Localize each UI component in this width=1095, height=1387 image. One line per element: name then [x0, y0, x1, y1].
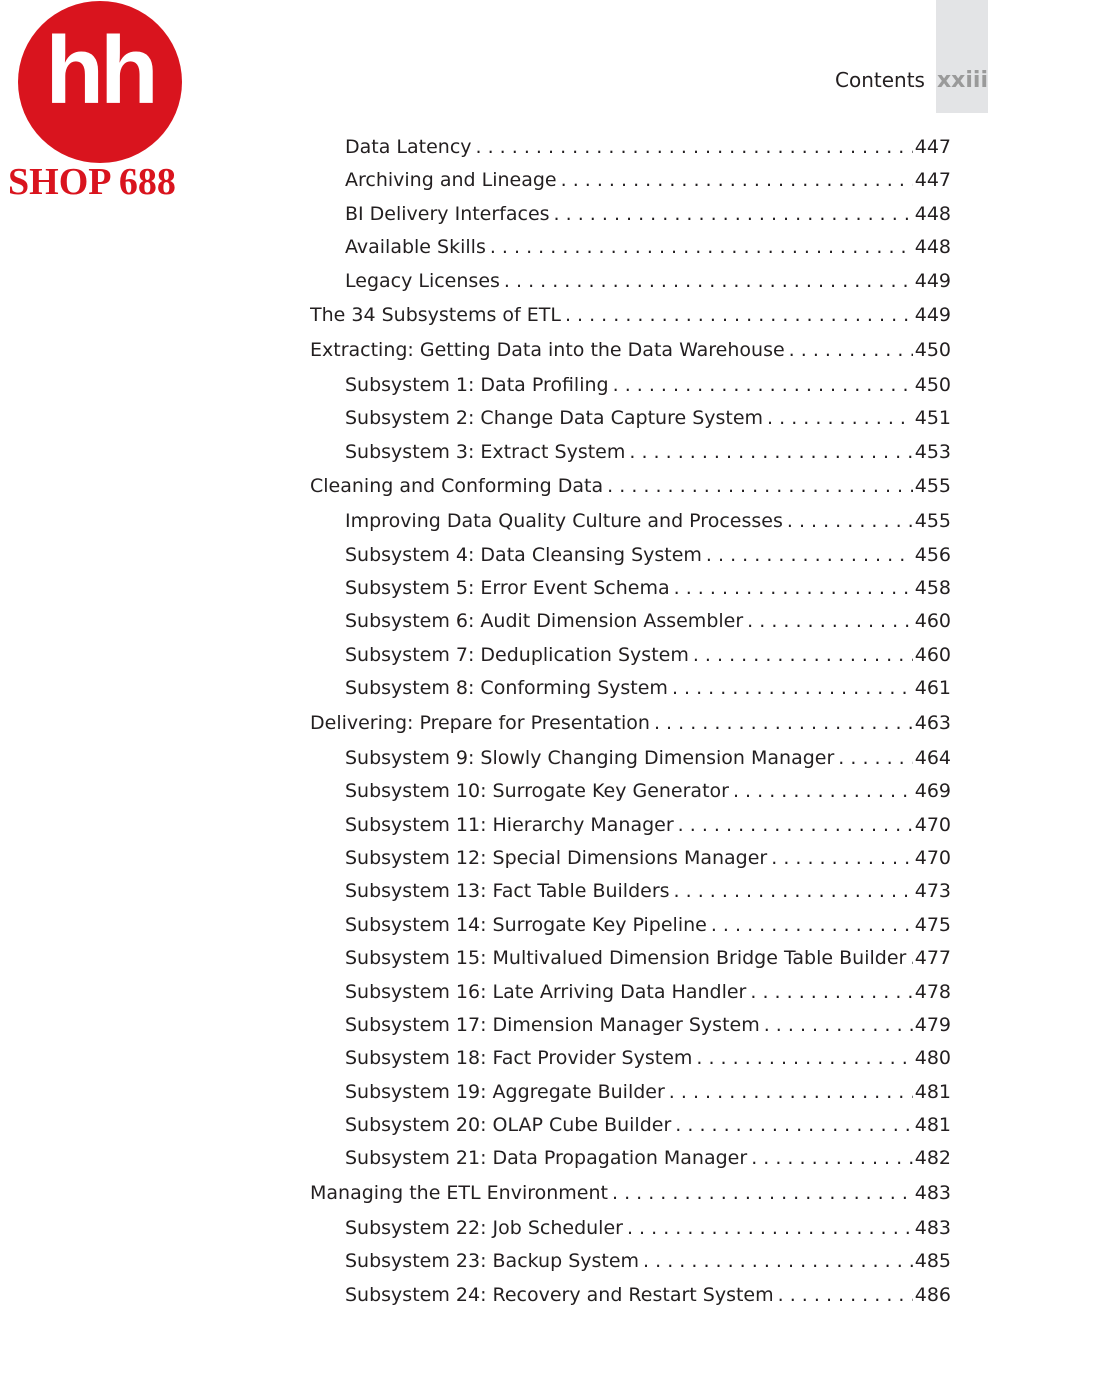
toc-entry[interactable] [310, 1009, 951, 1042]
page-tab [936, 0, 988, 113]
toc-entry[interactable] [310, 131, 951, 164]
dot-leader [733, 775, 913, 808]
toc-entry-page: 449 [914, 304, 951, 327]
toc-entry[interactable] [310, 334, 951, 367]
toc-entry-page: 486 [914, 1283, 951, 1306]
dot-leader [751, 1142, 913, 1175]
toc-entry-title: Available Skills [345, 236, 486, 259]
dot-leader [778, 1279, 913, 1312]
toc-entry[interactable] [310, 707, 951, 740]
toc-entry-page: 455 [914, 475, 951, 498]
toc-entry-title: Subsystem 4: Data Cleansing System [345, 543, 702, 566]
toc-entry-title: Subsystem 19: Aggregate Builder [345, 1080, 665, 1103]
dot-leader [613, 369, 913, 402]
toc-entry-title: Cleaning and Conforming Data [310, 475, 604, 498]
toc-entry-title: Subsystem 16: Late Arriving Data Handler [345, 980, 747, 1003]
toc-entry-title: Subsystem 14: Surrogate Key Pipeline [345, 913, 707, 936]
toc-entry-page: 458 [914, 577, 951, 600]
toc-entry-title: Subsystem 17: Dimension Manager System [345, 1013, 760, 1036]
dot-leader [711, 909, 913, 942]
toc-entry-title: Subsystem 18: Fact Provider System [345, 1047, 693, 1070]
toc-entry-page: 479 [914, 1013, 951, 1036]
shop-logo [18, 1, 182, 163]
toc-entry-title: Subsystem 2: Change Data Capture System [345, 407, 764, 430]
toc-entry-page: 473 [914, 880, 951, 903]
dot-leader [696, 1042, 912, 1075]
toc-entry[interactable] [310, 976, 951, 1009]
toc-entry-title: Subsystem 23: Backup System [345, 1250, 640, 1273]
toc-entry-title: Managing the ETL Environment [310, 1182, 608, 1205]
toc-entry[interactable] [310, 402, 951, 435]
toc-entry-page: 478 [914, 980, 951, 1003]
dot-leader [693, 639, 913, 672]
dot-leader [669, 1076, 913, 1109]
toc-entry-title: Data Latency [345, 136, 472, 158]
toc-entry-title: Delivering: Prepare for Presentation [310, 711, 650, 734]
toc-entry-title: Subsystem 3: Extract System [345, 440, 626, 463]
toc-entry[interactable] [310, 265, 951, 298]
toc-entry-page: 450 [914, 339, 951, 362]
dot-leader [565, 299, 913, 332]
dot-leader [764, 1009, 913, 1042]
toc-entry-page: 449 [914, 269, 951, 292]
toc-entry-page: 475 [914, 913, 951, 936]
toc-entry-title: BI Delivery Interfaces [345, 202, 550, 225]
toc-entry-page: 448 [914, 236, 951, 259]
toc-entry-page: 485 [914, 1250, 951, 1273]
toc-entry-title: Subsystem 20: OLAP Cube Builder [345, 1114, 672, 1137]
toc-entry-title: Legacy Licenses [345, 269, 500, 292]
toc-entry-title: Subsystem 11: Hierarchy Manager [345, 813, 674, 836]
toc-entry-page: 456 [914, 543, 951, 566]
toc-entry-title: Subsystem 7: Deduplication System [345, 643, 689, 666]
toc-entry[interactable] [310, 775, 951, 808]
toc-entry-page: 451 [914, 407, 951, 430]
dot-leader [674, 875, 913, 908]
dot-leader [747, 605, 913, 638]
dot-leader [654, 707, 913, 740]
toc-entry-title: Subsystem 21: Data Propagation Manager [345, 1147, 748, 1170]
toc-entry-page: 483 [914, 1217, 951, 1240]
running-header [835, 68, 988, 93]
toc-entry[interactable] [310, 164, 951, 197]
dot-leader [627, 1212, 913, 1245]
toc-entry[interactable] [310, 436, 951, 469]
toc-entry[interactable] [310, 1279, 951, 1312]
toc-entry-page: 477 [914, 947, 951, 970]
table-of-contents [310, 131, 951, 1312]
toc-entry[interactable] [310, 1109, 951, 1142]
toc-entry-page: 470 [914, 813, 951, 836]
toc-entry[interactable] [310, 742, 951, 775]
toc-entry-page: 469 [914, 780, 951, 803]
section-title: Contents [835, 68, 925, 92]
toc-entry[interactable] [310, 572, 951, 605]
dot-leader [674, 572, 913, 605]
dot-leader [767, 402, 913, 435]
toc-entry-page: 481 [914, 1080, 951, 1103]
toc-entry-title: The 34 Subsystems of ETL [310, 304, 561, 327]
dot-leader [629, 436, 912, 469]
dot-leader [771, 842, 913, 875]
toc-entry-title: Subsystem 13: Fact Table Builders [345, 880, 670, 903]
toc-entry[interactable] [310, 470, 951, 503]
dot-leader [476, 131, 913, 164]
toc-entry-title: Subsystem 15: Multivalued Dimension Bridge Table Builder [345, 947, 907, 970]
toc-entry-page: 482 [914, 1147, 951, 1170]
toc-entry-page: 460 [914, 610, 951, 633]
toc-entry[interactable] [310, 639, 951, 672]
toc-entry[interactable] [310, 505, 951, 538]
toc-entry-title: Subsystem 22: Job Scheduler [345, 1217, 623, 1240]
dot-leader [490, 231, 913, 264]
toc-entry[interactable] [310, 1042, 951, 1075]
toc-entry[interactable] [310, 1142, 951, 1175]
toc-entry-page: 470 [914, 846, 951, 869]
toc-entry[interactable] [310, 1076, 951, 1109]
toc-entry-title: Subsystem 1: Data Profiling [345, 373, 609, 396]
dot-leader [838, 742, 912, 775]
toc-entry[interactable] [310, 231, 951, 264]
toc-entry-title: Subsystem 24: Recovery and Restart System [345, 1283, 774, 1306]
toc-entry[interactable] [310, 605, 951, 638]
toc-entry-title: Subsystem 8: Conforming System [345, 677, 668, 700]
dot-leader [554, 198, 913, 231]
page-number: xxiii [936, 68, 988, 93]
dot-leader [612, 1177, 913, 1210]
toc-entry-title: Improving Data Quality Culture and Processes [345, 510, 783, 533]
toc-entry-page: 480 [914, 1047, 951, 1070]
dot-leader [504, 265, 913, 298]
toc-entry-title: Subsystem 10: Surrogate Key Generator [345, 780, 729, 803]
toc-entry-page: 481 [914, 1114, 951, 1137]
dot-leader [706, 539, 913, 572]
toc-entry-page: 460 [914, 643, 951, 666]
toc-entry[interactable] [310, 299, 951, 332]
toc-entry-title: Subsystem 9: Slowly Changing Dimension Manager [345, 746, 835, 769]
dot-leader [678, 809, 913, 842]
toc-entry-page: 453 [914, 440, 951, 463]
toc-entry-title: Archiving and Lineage [345, 169, 557, 192]
toc-entry-title: Subsystem 5: Error Event Schema [345, 577, 670, 600]
toc-entry[interactable] [310, 1212, 951, 1245]
dot-leader [789, 334, 913, 367]
dot-leader [675, 1109, 912, 1142]
logo-mark: hh [45, 17, 155, 124]
toc-entry[interactable] [310, 1177, 951, 1210]
toc-entry[interactable] [310, 875, 951, 908]
shop-logo-text: SHOP 688 [8, 161, 176, 203]
dot-leader [643, 1245, 913, 1278]
toc-entry-page: 463 [914, 711, 951, 734]
toc-entry-title: Extracting: Getting Data into the Data Warehouse [310, 339, 785, 362]
toc-entry-page: 447 [914, 136, 951, 158]
dot-leader [561, 164, 913, 197]
toc-entry[interactable] [310, 198, 951, 231]
toc-entry-page: 450 [914, 373, 951, 396]
toc-entry[interactable] [310, 809, 951, 842]
toc-entry-page: 483 [914, 1182, 951, 1205]
toc-entry-page: 464 [914, 746, 951, 769]
toc-entry-title: Subsystem 12: Special Dimensions Manager [345, 846, 768, 869]
toc-entry-page: 461 [914, 677, 951, 700]
toc-entry[interactable] [310, 942, 951, 975]
toc-entry[interactable] [310, 672, 951, 705]
toc-entry[interactable] [310, 909, 951, 942]
toc-entry[interactable] [310, 842, 951, 875]
dot-leader [672, 672, 913, 705]
toc-entry-page: 447 [914, 169, 951, 192]
toc-entry[interactable] [310, 369, 951, 402]
dot-leader [787, 505, 913, 538]
toc-entry-page: 448 [914, 202, 951, 225]
toc-entry[interactable] [310, 1245, 951, 1278]
toc-entry[interactable] [310, 539, 951, 572]
dot-leader [750, 976, 912, 1009]
toc-entry-title: Subsystem 6: Audit Dimension Assembler [345, 610, 744, 633]
dot-leader [607, 470, 913, 503]
toc-entry-page: 455 [914, 510, 951, 533]
